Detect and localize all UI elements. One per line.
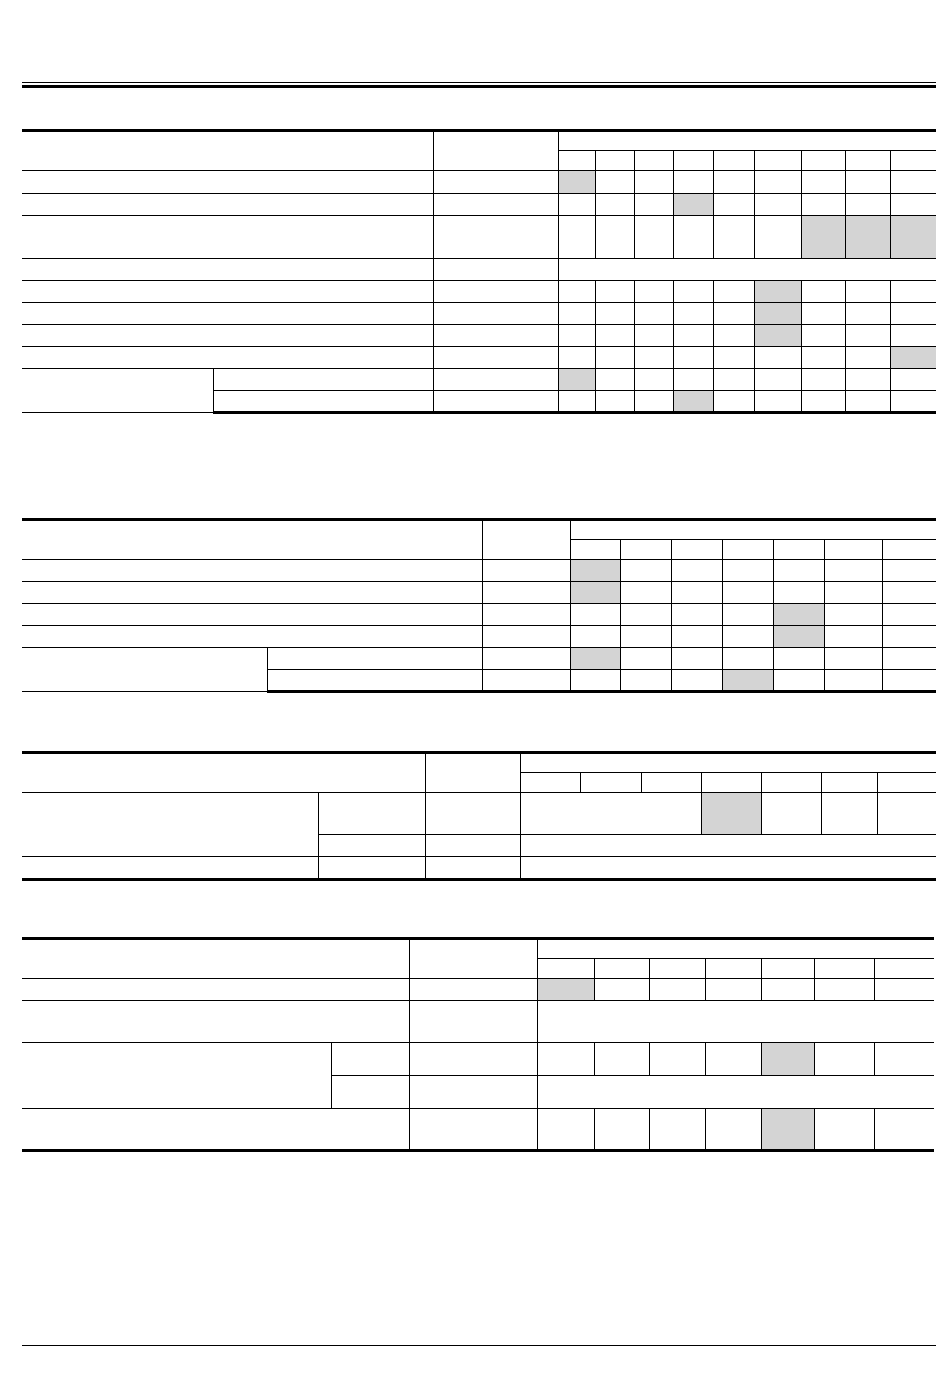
table-cell	[558, 151, 595, 171]
table-cell	[845, 303, 890, 325]
table-1	[22, 129, 936, 414]
highlighted-cell	[570, 582, 620, 604]
table-row	[22, 979, 934, 1001]
table-cell	[874, 979, 934, 1001]
table-row	[22, 369, 936, 391]
table-cell	[754, 194, 801, 216]
table-cell	[814, 959, 874, 979]
table-cell	[713, 151, 754, 171]
table-cell	[845, 369, 890, 391]
table-cell	[845, 391, 890, 413]
table-cell	[761, 793, 821, 835]
table-cell	[570, 604, 620, 626]
table-cell	[671, 582, 722, 604]
table-cell	[773, 582, 824, 604]
highlighted-cell	[673, 194, 713, 216]
table-row	[22, 520, 936, 540]
table-cell	[754, 151, 801, 171]
table-cell	[649, 1043, 705, 1076]
table-cell	[814, 1109, 874, 1151]
table-cell	[814, 979, 874, 1001]
table-cell	[595, 347, 634, 369]
table-cell	[620, 604, 671, 626]
table-cell	[22, 281, 433, 303]
table-cell	[433, 369, 558, 391]
table-cell	[425, 835, 520, 857]
table-cell	[705, 979, 761, 1001]
header-cell	[22, 131, 433, 171]
table-cell	[845, 347, 890, 369]
table-cell	[520, 793, 701, 835]
table-cell	[482, 560, 570, 582]
highlighted-cell	[761, 1043, 814, 1076]
header-cell	[425, 753, 520, 793]
table-cell	[761, 979, 814, 1001]
table-cell	[558, 347, 595, 369]
table-cell	[874, 1043, 934, 1076]
table-cell	[22, 793, 318, 857]
table-cell	[22, 369, 213, 413]
table-cell	[595, 303, 634, 325]
table-cell	[722, 560, 773, 582]
table-cell	[595, 151, 634, 171]
table-cell	[537, 1043, 594, 1076]
header-group-cell	[570, 520, 936, 540]
table-row	[22, 753, 936, 773]
table-cell	[845, 151, 890, 171]
highlighted-cell	[845, 216, 890, 259]
table-cell	[409, 1076, 537, 1109]
highlighted-cell	[773, 626, 824, 648]
table-cell	[594, 979, 649, 1001]
table-cell	[22, 560, 482, 582]
highlighted-cell	[761, 1109, 814, 1151]
table-row	[22, 604, 936, 626]
table-cell	[537, 1076, 934, 1109]
table-cell	[824, 604, 882, 626]
table-cell	[620, 582, 671, 604]
highlighted-cell	[673, 391, 713, 413]
table-row	[22, 857, 936, 880]
table-cell	[482, 604, 570, 626]
table-cell	[761, 959, 814, 979]
table-cell	[594, 1043, 649, 1076]
table-cell	[754, 369, 801, 391]
table-4	[22, 937, 934, 1152]
table-row	[22, 939, 934, 959]
table-cell	[641, 773, 701, 793]
table-cell	[773, 560, 824, 582]
table-cell	[433, 216, 558, 259]
table-cell	[722, 626, 773, 648]
table-row	[22, 303, 936, 325]
table-cell	[814, 1043, 874, 1076]
table-cell	[701, 773, 761, 793]
table-cell	[705, 959, 761, 979]
table-cell	[22, 857, 318, 880]
table-cell	[705, 1043, 761, 1076]
table-cell	[649, 959, 705, 979]
table-cell	[713, 391, 754, 413]
table-cell	[673, 216, 713, 259]
table-cell	[22, 626, 482, 648]
table-cell	[595, 171, 634, 194]
table-cell	[673, 325, 713, 347]
table-cell	[673, 347, 713, 369]
table-cell	[318, 857, 425, 880]
table-cell	[890, 171, 936, 194]
table-cell	[22, 171, 433, 194]
table-cell	[520, 857, 936, 880]
table-cell	[482, 626, 570, 648]
header-group-cell	[558, 131, 936, 151]
table-cell	[22, 648, 267, 692]
table-cell	[722, 648, 773, 670]
table-cell	[882, 670, 936, 692]
table-row	[22, 1001, 934, 1043]
table-cell	[318, 835, 425, 857]
table-cell	[890, 151, 936, 171]
table-cell	[433, 281, 558, 303]
table-cell	[433, 325, 558, 347]
table-cell	[761, 773, 821, 793]
table-cell	[22, 1043, 331, 1109]
table-cell	[673, 151, 713, 171]
table-cell	[671, 540, 722, 560]
table-cell	[824, 540, 882, 560]
table-cell	[722, 604, 773, 626]
table-cell	[890, 281, 936, 303]
table-cell	[331, 1076, 409, 1109]
table-cell	[558, 325, 595, 347]
header-group-cell	[520, 753, 936, 773]
table-cell	[722, 582, 773, 604]
table-cell	[845, 281, 890, 303]
table-cell	[801, 391, 845, 413]
table-row	[22, 1109, 934, 1151]
table-cell	[754, 391, 801, 413]
highlighted-cell	[722, 670, 773, 692]
highlighted-cell	[773, 604, 824, 626]
table-cell	[537, 959, 594, 979]
table-cell	[845, 325, 890, 347]
table-cell	[433, 303, 558, 325]
table-cell	[558, 281, 595, 303]
header-group-cell	[537, 939, 934, 959]
footer-rule	[22, 1345, 936, 1346]
table-cell	[594, 1109, 649, 1151]
table-cell	[22, 1109, 409, 1151]
table-cell	[649, 979, 705, 1001]
table-cell	[22, 604, 482, 626]
table-cell	[318, 793, 425, 835]
table-cell	[882, 540, 936, 560]
table-cell	[331, 1043, 409, 1076]
table-cell	[754, 171, 801, 194]
table-cell	[673, 369, 713, 391]
table-cell	[433, 391, 558, 413]
table-cell	[482, 648, 570, 670]
table-cell	[882, 626, 936, 648]
table-cell	[773, 648, 824, 670]
table-cell	[482, 582, 570, 604]
table-cell	[537, 1109, 594, 1151]
table-cell	[671, 626, 722, 648]
table-cell	[824, 648, 882, 670]
header-cell	[22, 939, 409, 979]
table-cell	[595, 391, 634, 413]
table-row	[22, 582, 936, 604]
highlighted-cell	[570, 560, 620, 582]
table-cell	[558, 194, 595, 216]
highlighted-cell	[754, 325, 801, 347]
table-cell	[620, 626, 671, 648]
table-cell	[213, 391, 433, 413]
highlighted-cell	[890, 347, 936, 369]
table-cell	[595, 325, 634, 347]
table-cell	[673, 281, 713, 303]
table-cell	[620, 540, 671, 560]
table-cell	[890, 369, 936, 391]
highlighted-cell	[558, 369, 595, 391]
table-cell	[821, 793, 877, 835]
table-row	[22, 793, 936, 835]
table-cell	[537, 1001, 934, 1043]
table-row	[22, 216, 936, 259]
table-cell	[801, 369, 845, 391]
table-row	[22, 325, 936, 347]
header-cell	[409, 939, 537, 979]
table-cell	[713, 369, 754, 391]
table-row	[22, 648, 936, 670]
table-cell	[801, 151, 845, 171]
table-cell	[824, 582, 882, 604]
table-cell	[22, 979, 409, 1001]
table-cell	[882, 648, 936, 670]
header-cell	[22, 520, 482, 560]
highlighted-cell	[754, 281, 801, 303]
header-cell	[22, 753, 425, 793]
highlighted-cell	[890, 216, 936, 259]
table-cell	[713, 347, 754, 369]
table-cell	[267, 648, 482, 670]
table-cell	[874, 959, 934, 979]
table-cell	[22, 582, 482, 604]
table-cell	[673, 303, 713, 325]
highlighted-cell	[701, 793, 761, 835]
top-rule-thin	[22, 82, 936, 83]
table-cell	[877, 793, 936, 835]
table-cell	[882, 560, 936, 582]
highlighted-cell	[537, 979, 594, 1001]
table-cell	[722, 540, 773, 560]
table-cell	[634, 216, 673, 259]
table-cell	[890, 391, 936, 413]
table-cell	[773, 540, 824, 560]
table-cell	[705, 1109, 761, 1151]
table-cell	[558, 259, 936, 281]
table-cell	[713, 194, 754, 216]
table-cell	[713, 171, 754, 194]
table-cell	[634, 369, 673, 391]
table-cell	[620, 560, 671, 582]
table-cell	[634, 281, 673, 303]
table-cell	[570, 670, 620, 692]
table-cell	[409, 1043, 537, 1076]
table-cell	[22, 194, 433, 216]
table-cell	[801, 303, 845, 325]
table-3	[22, 751, 936, 881]
table-cell	[634, 171, 673, 194]
table-cell	[824, 670, 882, 692]
table-row	[22, 259, 936, 281]
table-cell	[824, 560, 882, 582]
table-cell	[874, 1109, 934, 1151]
table-cell	[713, 303, 754, 325]
table-cell	[22, 1001, 409, 1043]
table-row	[22, 560, 936, 582]
table-cell	[595, 281, 634, 303]
table-cell	[801, 171, 845, 194]
table-cell	[877, 773, 936, 793]
table-cell	[570, 540, 620, 560]
table-cell	[620, 648, 671, 670]
table-cell	[433, 259, 558, 281]
table-cell	[425, 857, 520, 880]
table-cell	[570, 626, 620, 648]
table-cell	[890, 194, 936, 216]
table-row	[22, 626, 936, 648]
table-cell	[634, 325, 673, 347]
table-cell	[558, 216, 595, 259]
table-cell	[634, 194, 673, 216]
table-cell	[671, 670, 722, 692]
table-cell	[409, 1109, 537, 1151]
table-cell	[713, 325, 754, 347]
table-cell	[22, 347, 433, 369]
table-cell	[713, 216, 754, 259]
highlighted-cell	[754, 303, 801, 325]
table-cell	[213, 369, 433, 391]
table-2	[22, 518, 936, 693]
table-cell	[754, 216, 801, 259]
table-row	[22, 131, 936, 151]
table-cell	[409, 979, 537, 1001]
highlighted-cell	[558, 171, 595, 194]
table-cell	[433, 347, 558, 369]
table-cell	[433, 171, 558, 194]
table-cell	[594, 959, 649, 979]
table-cell	[671, 648, 722, 670]
table-cell	[754, 347, 801, 369]
table-cell	[520, 773, 580, 793]
table-cell	[595, 216, 634, 259]
table-row	[22, 194, 936, 216]
table-row	[22, 347, 936, 369]
table-row	[22, 281, 936, 303]
table-row	[22, 1043, 934, 1076]
table-cell	[713, 281, 754, 303]
table-cell	[22, 216, 433, 259]
table-cell	[801, 325, 845, 347]
table-cell	[845, 194, 890, 216]
table-cell	[801, 194, 845, 216]
table-cell	[673, 171, 713, 194]
table-cell	[558, 391, 595, 413]
table-cell	[558, 303, 595, 325]
table-cell	[595, 369, 634, 391]
table-cell	[482, 670, 570, 692]
table-cell	[409, 1001, 537, 1043]
table-cell	[821, 773, 877, 793]
highlighted-cell	[570, 648, 620, 670]
table-cell	[580, 773, 641, 793]
table-cell	[845, 171, 890, 194]
table-cell	[433, 194, 558, 216]
table-cell	[824, 626, 882, 648]
table-cell	[801, 281, 845, 303]
table-cell	[634, 391, 673, 413]
table-cell	[634, 303, 673, 325]
table-cell	[22, 303, 433, 325]
table-cell	[671, 604, 722, 626]
table-cell	[634, 151, 673, 171]
table-cell	[267, 670, 482, 692]
table-cell	[671, 560, 722, 582]
table-cell	[634, 347, 673, 369]
table-cell	[890, 303, 936, 325]
highlighted-cell	[801, 216, 845, 259]
table-row	[22, 171, 936, 194]
table-cell	[882, 582, 936, 604]
table-cell	[890, 325, 936, 347]
table-cell	[595, 194, 634, 216]
table-cell	[22, 259, 433, 281]
table-cell	[773, 670, 824, 692]
table-cell	[22, 325, 433, 347]
header-cell	[482, 520, 570, 560]
table-cell	[425, 793, 520, 835]
table-cell	[649, 1109, 705, 1151]
table-cell	[882, 604, 936, 626]
header-cell	[433, 131, 558, 171]
table-cell	[620, 670, 671, 692]
top-rule-thick	[22, 85, 936, 88]
table-cell	[801, 347, 845, 369]
table-cell	[520, 835, 936, 857]
